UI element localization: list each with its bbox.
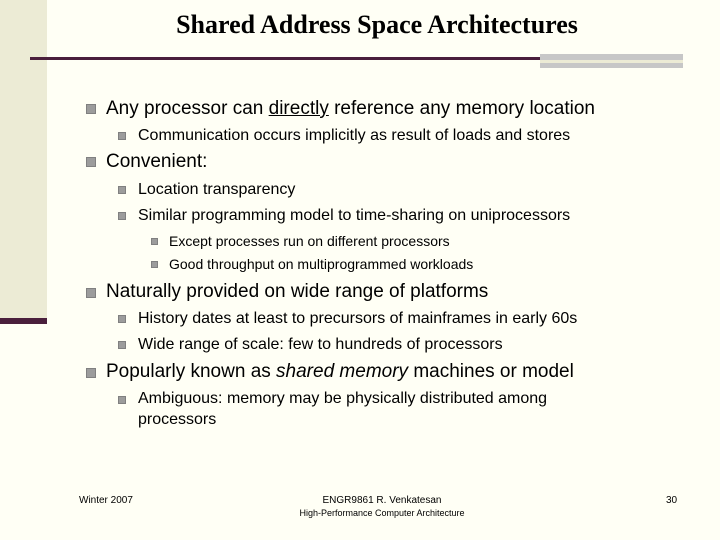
- bullet-marker: [151, 238, 158, 245]
- text-part: Popularly known as: [106, 361, 277, 382]
- sub-bullet-ambiguous-line1: Ambiguous: memory may be physically distributed among: [138, 390, 548, 407]
- bullet-convenient: Convenient:: [106, 151, 208, 172]
- bullet-marker: [118, 186, 126, 194]
- bullet-marker: [118, 396, 126, 404]
- sub-bullet-scale: Wide range of scale: few to hundreds of processors: [138, 336, 503, 353]
- bullet-marker: [118, 341, 126, 349]
- bullet-marker: [118, 132, 126, 140]
- sub-sub-bullet-different-processors: Except processes run on different processors: [169, 233, 450, 249]
- page-number: 30: [666, 495, 678, 506]
- slide-title: Shared Address Space Architectures: [176, 10, 578, 39]
- sub-bullet-location-transparency: Location transparency: [138, 181, 296, 198]
- footer-course: ENGR9861 R. Venkatesan: [322, 495, 442, 506]
- side-panel: [0, 0, 47, 324]
- text-part: Any processor can: [106, 98, 269, 119]
- sub-bullet-history: History dates at least to precursors of mainframes in early 60s: [138, 310, 578, 327]
- bullet-marker: [86, 368, 96, 378]
- footer-subtitle: High-Performance Computer Architecture: [299, 508, 465, 518]
- bullet-processor-reference: [106, 98, 595, 120]
- bullet-marker: [118, 212, 126, 220]
- bullet-marker: [118, 315, 126, 323]
- text-part: reference any memory location: [328, 98, 595, 119]
- title-rule: [30, 57, 540, 60]
- bullet-shared-memory: [106, 361, 574, 383]
- sub-sub-bullet-throughput: Good throughput on multiprogrammed workloads: [169, 256, 474, 272]
- sub-bullet-communication: Communication occurs implicitly as result of loads and stores: [138, 127, 571, 144]
- bullet-marker: [86, 157, 96, 167]
- text-part: machines or model: [408, 361, 574, 382]
- footer-date: Winter 2007: [79, 495, 133, 506]
- bullet-marker: [86, 104, 96, 114]
- sub-bullet-programming-model: Similar programming model to time-sharing on uniprocessors: [138, 207, 571, 224]
- sub-bullet-ambiguous-line2: processors: [138, 411, 217, 428]
- emphasis-shared-memory: shared memory: [276, 361, 409, 382]
- bullet-marker: [151, 261, 158, 268]
- title-rule-accent: [540, 54, 683, 68]
- bullet-marker: [86, 288, 96, 298]
- side-panel-divider: [0, 318, 47, 324]
- bullet-platforms: Naturally provided on wide range of platforms: [106, 281, 489, 302]
- emphasis-directly: directly: [268, 98, 329, 119]
